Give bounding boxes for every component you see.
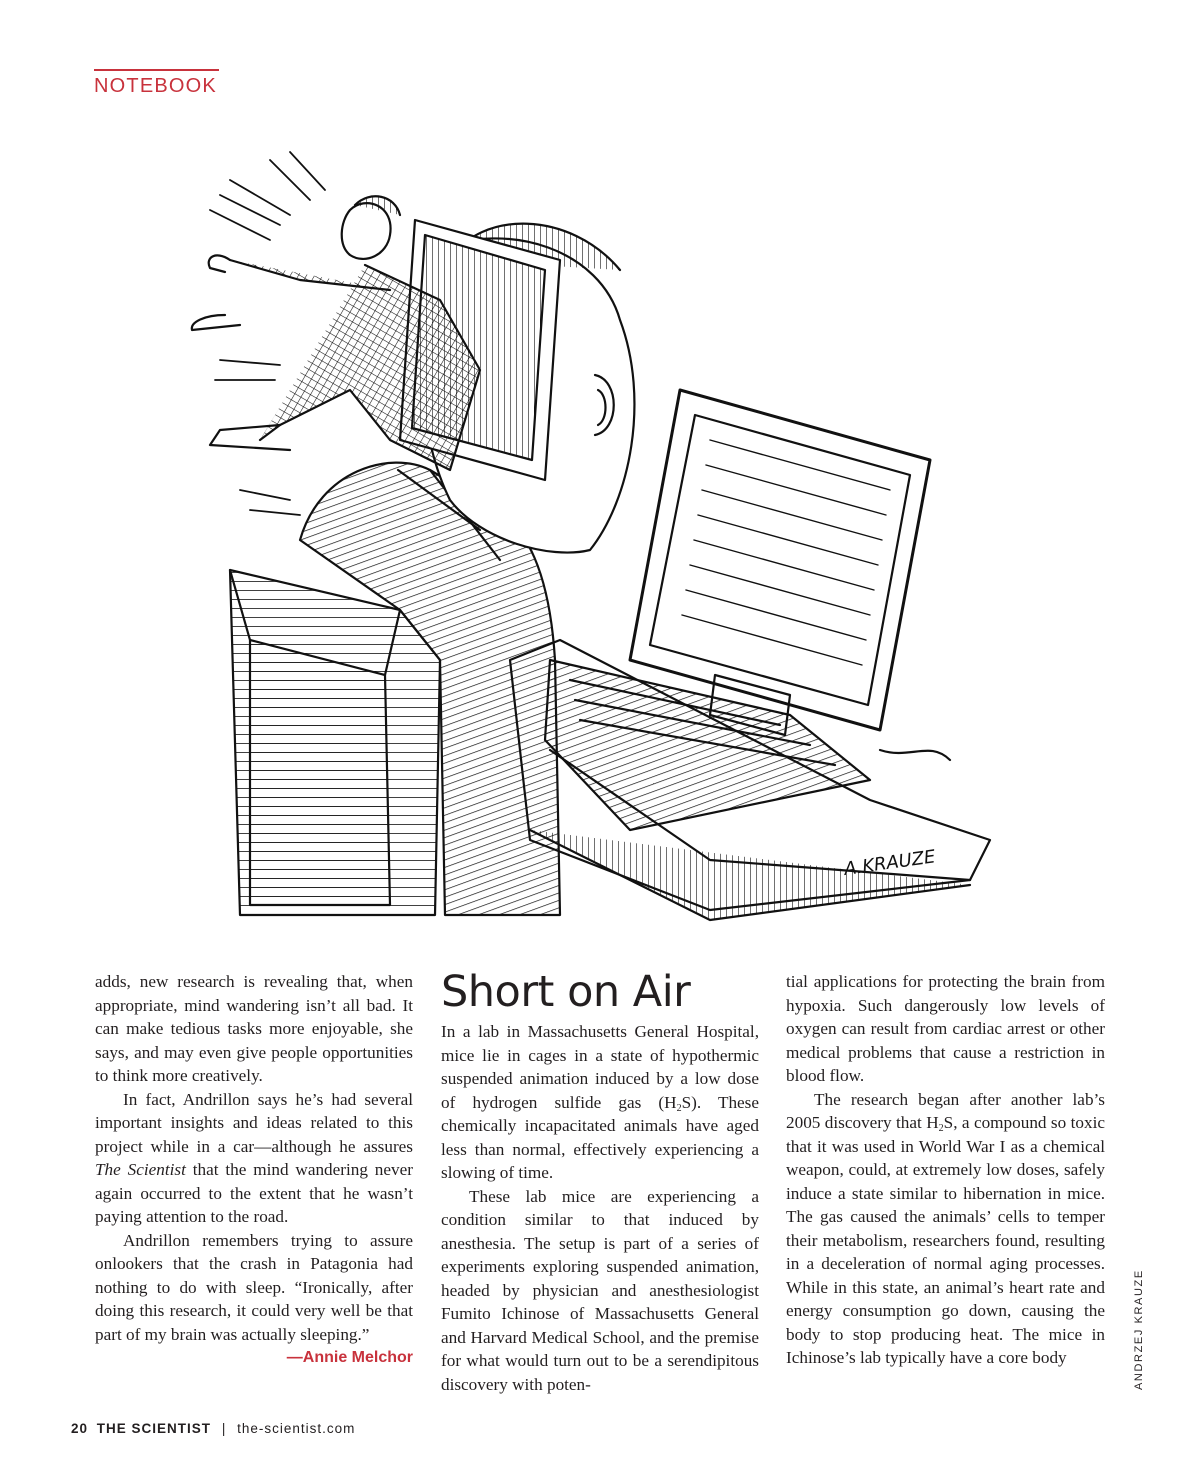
paragraph: tial applications for protecting the brain from hypoxia. Such dangerously low levels of oxygen can result from cardiac arrest or other medical problems that cause a restriction in blood flow. bbox=[786, 972, 1105, 1085]
illustration-credit: ANDRZEJ KRAUZE bbox=[1133, 1269, 1145, 1390]
author-byline: —Annie Melchor bbox=[286, 1349, 413, 1366]
publication-title: The Scientist bbox=[95, 1160, 186, 1179]
section-rule bbox=[94, 69, 219, 71]
paragraph: In fact, Andrillon says he’s had several important insights and ideas related to this project while in a car—although he assures The Scientist that the mind wandering never again occurred to the extent that he wasn’t paying attention to the road. bbox=[95, 1089, 413, 1226]
paragraph: Andrillon remembers trying to assure onlookers that the crash in Patagonia had nothing to do with sleep. “Ironically, after doing this research, it could very well be that part of my brain was actually sleeping.” bbox=[95, 1230, 413, 1344]
article-headline: Short on Air bbox=[441, 967, 691, 1017]
cartoon-illustration bbox=[150, 140, 1030, 925]
page-footer bbox=[71, 1421, 355, 1436]
footer-separator: | bbox=[221, 1421, 227, 1436]
motion-lines bbox=[210, 152, 325, 515]
artist-signature: A.KRAUZE bbox=[842, 846, 937, 880]
paragraph: adds, new research is revealing that, when appropriate, mind wandering isn’t all bad. It can make tedious tasks more enjoyable, she says, and may even give people opportunities to think more creatively. bbox=[95, 972, 413, 1085]
article-column-3 bbox=[786, 970, 1105, 1370]
section-label: NOTEBOOK bbox=[94, 75, 217, 97]
page-number: 20 bbox=[71, 1421, 89, 1436]
article-column-1 bbox=[95, 970, 413, 1370]
paragraph: The research began after another lab’s 2005 discovery that $H_2S$, a compound so toxic that it was used in World War I as a chemical weapon, could, at extremely low doses, safely induce a state similar to hibernation in mice. The gas caused the animals’ cells to temper their metabolism, researchers found, resulting in a deceleration of normal aging processes. While in this state, an animal’s heart rate and energy consumption go down, causing the body to stop producing heat. The mice in Ichinose’s lab typically have a core body bbox=[786, 1089, 1105, 1367]
monitor-icon bbox=[630, 390, 930, 735]
article-column-2 bbox=[441, 968, 759, 1396]
website-url: the-scientist.com bbox=[237, 1421, 356, 1436]
magazine-name: THE SCIENTIST bbox=[96, 1421, 212, 1436]
paragraph: In a lab in Massachusetts General Hospital, mice lie in cages in a state of hypothermic suspended animation induced by a low dose of hydrogen sulfide gas $(H_2S)$. These chemically incapacitated animals have aged less than normal, effectively experiencing a slowing of time. bbox=[441, 1022, 759, 1182]
paragraph: These lab mice are experiencing a condition similar to that induced by anesthesia. The setup is part of a series of experiments exploring suspended animation, headed by physician and anesthesiologist Fumito Ichinose of Massachusetts General and Harvard Medical School, and the premise for what would turn out to be a serendipitous discovery with poten- bbox=[441, 1186, 759, 1394]
